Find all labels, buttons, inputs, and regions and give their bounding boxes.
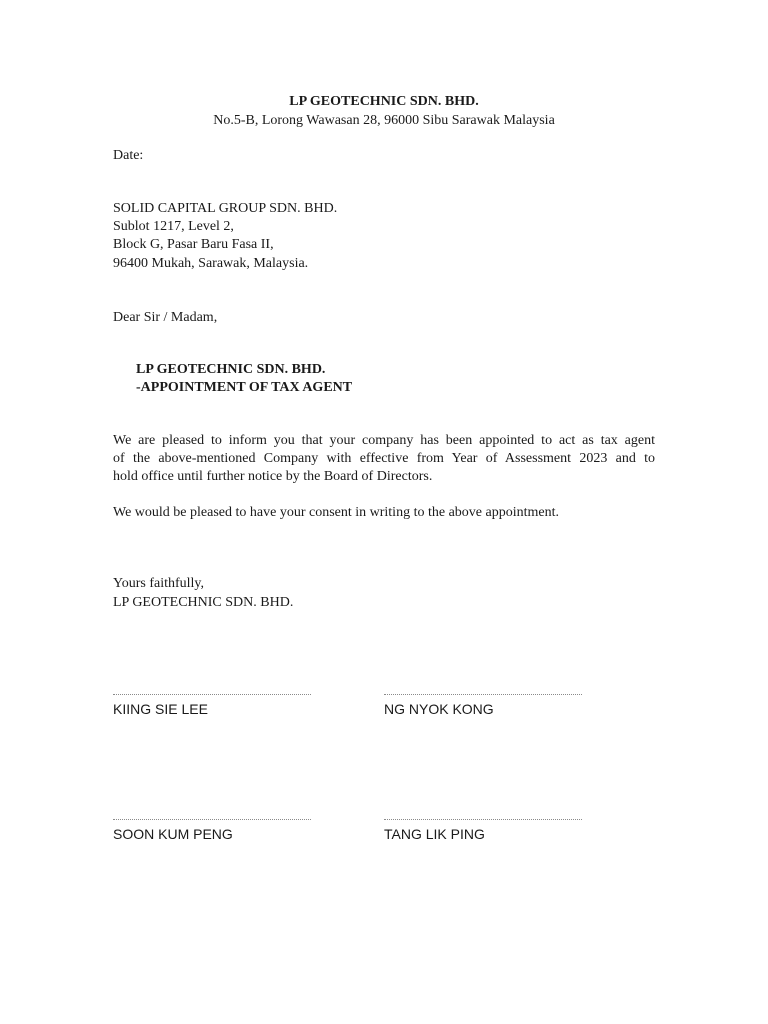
body-line: We are pleased to inform you that your company has been appointed to act as tax agent bbox=[113, 433, 655, 448]
recipient-line: Sublot 1217, Level 2, bbox=[113, 219, 234, 234]
salutation: Dear Sir / Madam, bbox=[113, 310, 218, 325]
body-paragraph-1 bbox=[113, 432, 655, 486]
body-line: of the above-mentioned Company with effective from Year of Assessment 2023 and to bbox=[113, 451, 655, 466]
signature-line bbox=[113, 694, 311, 695]
recipient-line: SOLID CAPITAL GROUP SDN. BHD. bbox=[113, 201, 338, 216]
body-line: hold office until further notice by the Board of Directors. bbox=[113, 469, 433, 484]
recipient-line: Block G, Pasar Baru Fasa II, bbox=[113, 237, 274, 252]
recipient-line: 96400 Mukah, Sarawak, Malaysia. bbox=[113, 256, 309, 271]
signature-line bbox=[384, 694, 582, 695]
closing-sign-off: Yours faithfully, bbox=[113, 576, 205, 591]
signature-line bbox=[113, 819, 311, 820]
date-label: Date: bbox=[113, 148, 144, 163]
letterhead-company-name: LP GEOTECHNIC SDN. BHD. bbox=[289, 94, 479, 109]
signatory-name: KIING SIE LEE bbox=[113, 701, 208, 717]
subject-line-2: -APPOINTMENT OF TAX AGENT bbox=[136, 380, 353, 395]
closing-company: LP GEOTECHNIC SDN. BHD. bbox=[113, 595, 294, 610]
letterhead-address: No.5-B, Lorong Wawasan 28, 96000 Sibu Sarawak Malaysia bbox=[213, 113, 555, 128]
signatory-name: TANG LIK PING bbox=[384, 826, 485, 842]
subject-line-1: LP GEOTECHNIC SDN. BHD. bbox=[136, 362, 326, 377]
signature-line bbox=[384, 819, 582, 820]
signatory-name: NG NYOK KONG bbox=[384, 701, 494, 717]
signatory-name: SOON KUM PENG bbox=[113, 826, 233, 842]
body-paragraph-2: We would be pleased to have your consent in writing to the above appointment. bbox=[113, 505, 559, 520]
